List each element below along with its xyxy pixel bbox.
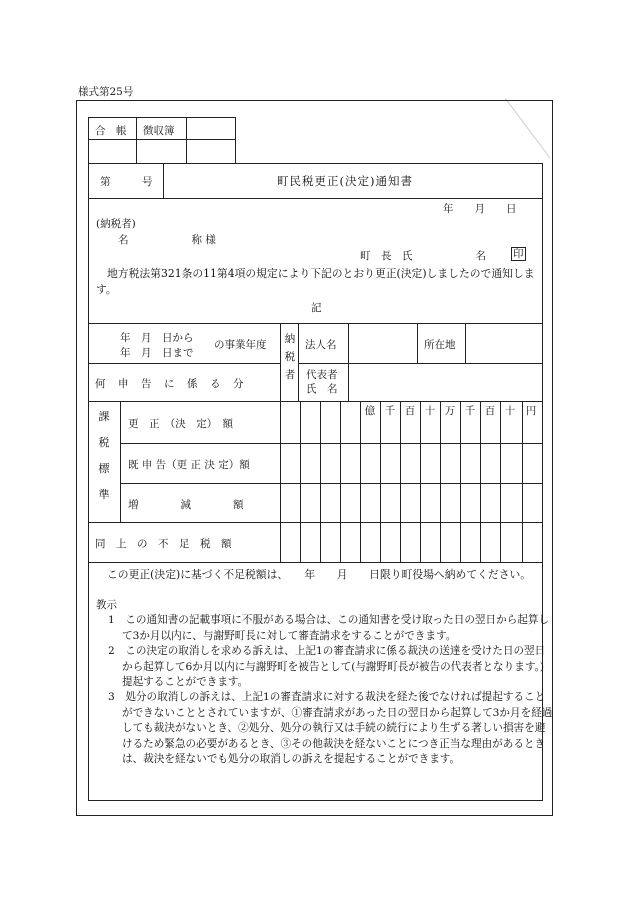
unit-sen-2: 千 — [464, 405, 476, 417]
change-amount-label: 増 減 額 — [128, 499, 244, 511]
issue-date: 年 月 日 — [443, 203, 517, 215]
ki-label: 記 — [311, 302, 322, 314]
seal-mark: 印 — [513, 248, 524, 260]
intro-text: 地方税法第321条の11第4項の規定により下記のとおり更正(決定)しましたので通知します。 — [96, 267, 535, 296]
mayor-name-line: 町 長 氏 名 — [360, 250, 486, 262]
taxpayer-label: (納税者) — [96, 218, 136, 230]
instruction-item-3: 3 処分の取消しの訴えは、上記1の審査請求に対する裁決を経た後でなければ提起することができないこととされていますが、①審査請求があった日の翌日から起算して3か月を経過しても裁決がないとき、②処分、処分の執行又は手続の続行により生ずる著しい損害を避けるため緊急の必要があるとき、③その他裁決を経ないことにつき正当な理由があるときは、裁決を経ないでも処分の取消しの訴えを提起することができます。 — [108, 691, 553, 765]
unit-man: 万 — [444, 405, 456, 417]
kazei-hyoujun-label: 課税標準 — [98, 410, 110, 501]
unit-hyaku: 百 — [404, 405, 416, 417]
correction-amount-label: 更 正 （決 定） 額 — [128, 418, 233, 430]
period-suffix: の事業年度 — [214, 339, 267, 351]
prior-declared-amount-label: 既 申 告（更 正 決 定）額 — [128, 459, 250, 471]
unit-sen: 千 — [384, 405, 396, 417]
document-number-label: 第 号 — [100, 176, 153, 188]
unit-oku: 億 — [364, 405, 376, 417]
unit-juu-2: 十 — [504, 405, 516, 417]
unit-juu: 十 — [424, 405, 436, 417]
gouchou-label: 合 帳 — [95, 125, 127, 137]
form-number: 様式第25号 — [78, 86, 134, 98]
unit-hyaku-2: 百 — [484, 405, 496, 417]
instructions-heading: 教示 — [96, 599, 117, 611]
taxpayer-name-line: 名 称 様 — [118, 234, 216, 246]
document-title: 町民税更正(決定)通知書 — [277, 174, 413, 188]
address-label: 所在地 — [424, 339, 456, 351]
instruction-item-1: 1 この通知書の記載事項に不服がある場合は、この通知書を受け取った日の翌日から起算して3か月以内に、与謝野町長に対して審査請求をすることができます。 — [108, 614, 550, 642]
unit-en: 円 — [525, 405, 537, 417]
nozeisha-label: 納税者 — [284, 333, 296, 381]
period-to: 年 月 日まで — [120, 347, 194, 359]
period-from: 年 月 日から — [120, 332, 194, 344]
corp-name-label: 法人名 — [305, 339, 337, 351]
shortfall-tax-label: 同 上 の 不 足 税 額 — [95, 538, 232, 550]
instruction-item-2: 2 この決定の取消しを求める訴えは、上記1の審査請求に係る裁決の送達を受けた日の翌日から起算して6か月以内に与謝野町を被告として(与謝野町長が被告の代表者となります。)提起することができます。 — [108, 645, 546, 688]
representative-label: 代表者氏 名 — [306, 369, 338, 395]
choushuubo-label: 徴収簿 — [143, 125, 175, 137]
declared-label: 何 申 告 に 係 る 分 — [95, 378, 245, 390]
payment-notice: この更正(決定)に基づく不足税額は、 年 月 日限り町役場へ納めてください。 — [107, 568, 532, 581]
